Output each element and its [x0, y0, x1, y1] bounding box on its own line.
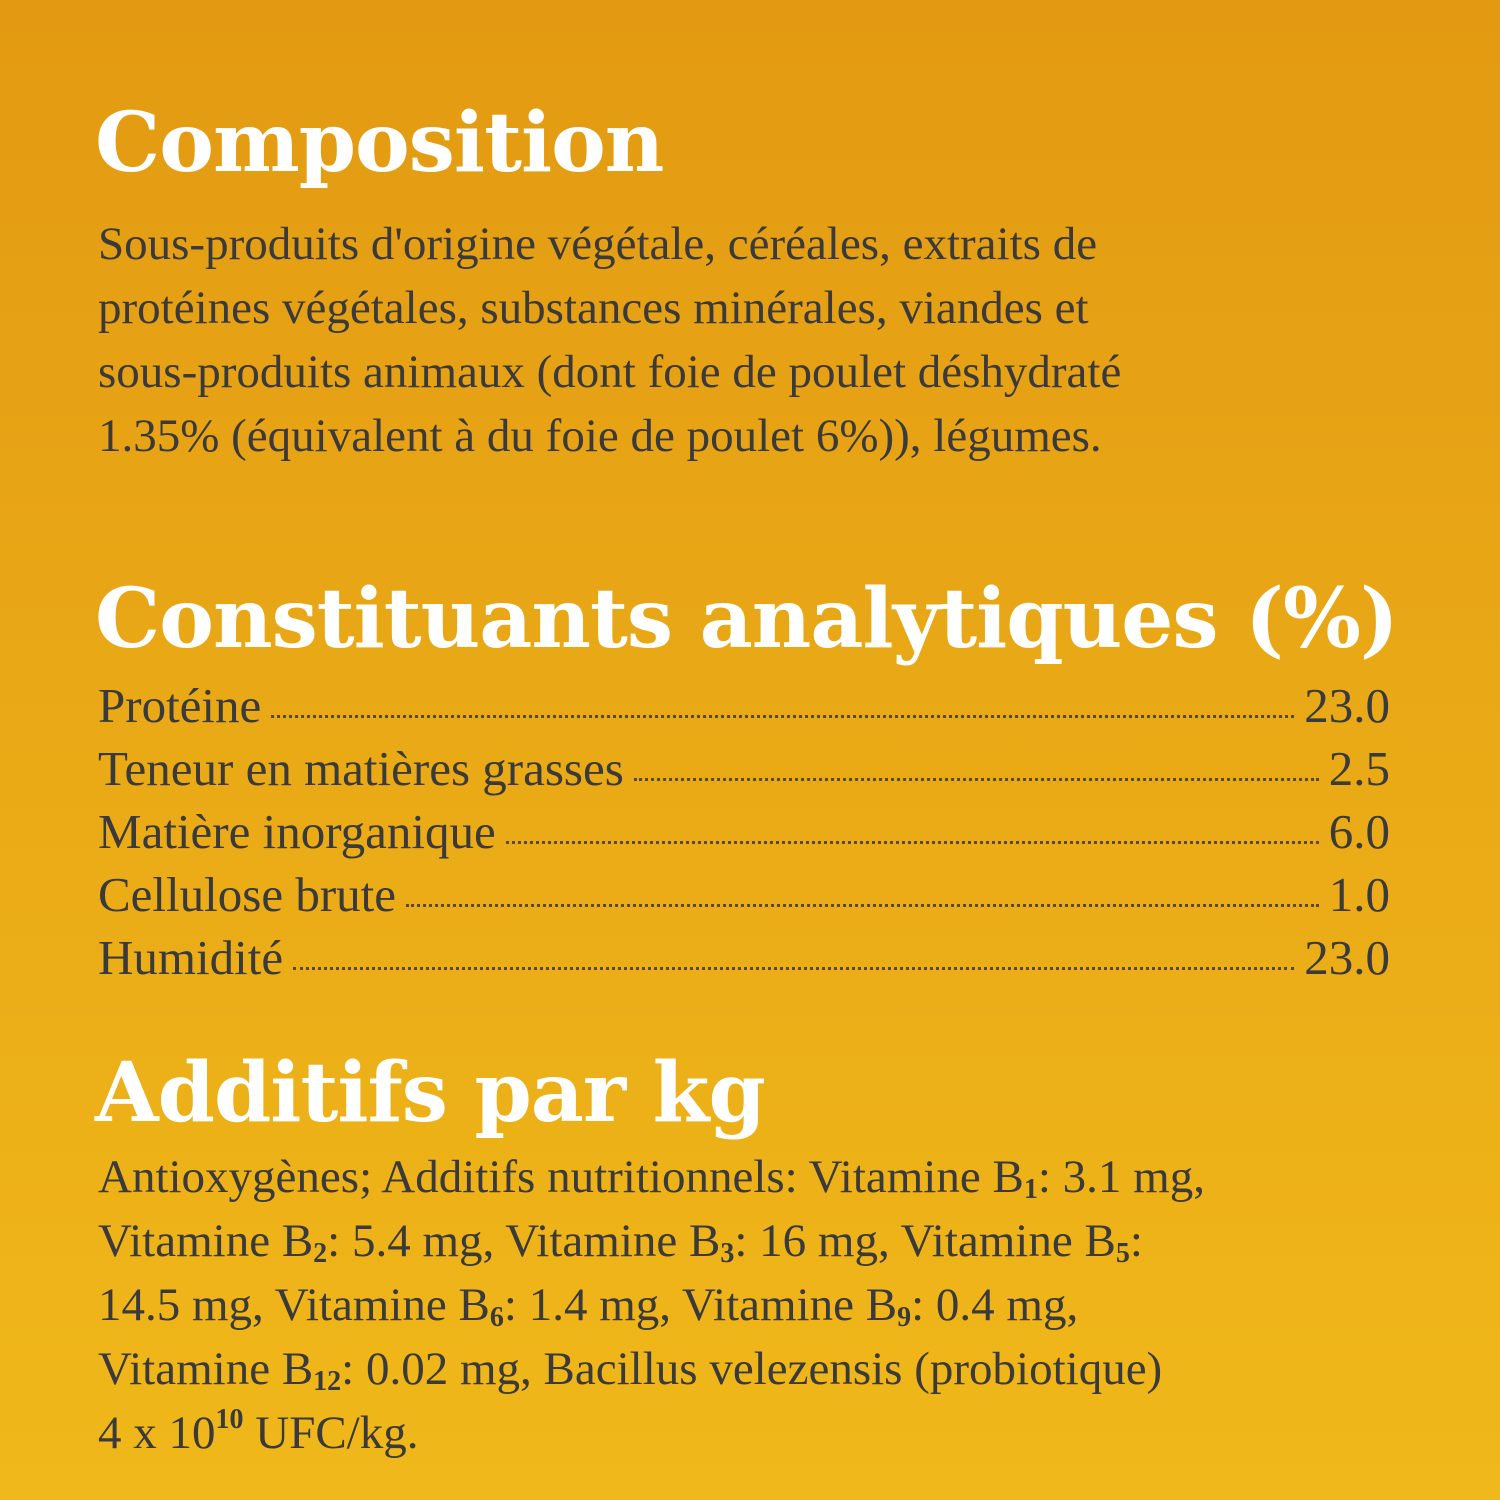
- constituant-value: 23.0: [1304, 930, 1390, 985]
- constituant-row-cellulose: [98, 863, 1390, 926]
- composition-line: 1.35% (équivalent à du foie de poulet 6%)), légumes.: [98, 410, 1102, 462]
- subscript: 12: [313, 1366, 342, 1397]
- additifs-text: [98, 1145, 1428, 1465]
- text-run: : 3.1 mg,: [1037, 1151, 1205, 1203]
- text-run: Vitamine B: [98, 1343, 314, 1395]
- additifs-line: [98, 1145, 1428, 1209]
- text-run: : 1.4 mg, Vitamine B: [503, 1279, 898, 1331]
- subscript: 9: [897, 1302, 912, 1333]
- subscript: 2: [313, 1238, 328, 1269]
- constituant-label: Matière inorganique: [98, 804, 496, 859]
- constituant-value: 6.0: [1328, 804, 1390, 859]
- composition-line: sous-produits animaux (dont foie de poulet déshydraté: [98, 346, 1122, 398]
- constituant-value: 23.0: [1304, 678, 1390, 733]
- subscript: 3: [720, 1238, 735, 1269]
- constituant-row-proteine: [98, 674, 1390, 737]
- text-run: 14.5 mg, Vitamine B: [98, 1279, 490, 1331]
- dot-leader: [634, 778, 1319, 781]
- text-run: : 16 mg, Vitamine B: [734, 1215, 1116, 1267]
- constituant-value: 1.0: [1328, 867, 1390, 922]
- constituant-value: 2.5: [1328, 741, 1390, 796]
- additifs-line: [98, 1209, 1428, 1273]
- constituant-label: Protéine: [98, 678, 262, 733]
- constituant-label: Teneur en matières grasses: [98, 741, 624, 796]
- composition-text: [98, 212, 1428, 468]
- constituant-row-humidite: [98, 926, 1390, 989]
- additifs-line: [98, 1401, 1428, 1465]
- composition-line: Sous-produits d'origine végétale, céréales, extraits de: [98, 218, 1098, 270]
- subscript: 1: [1023, 1174, 1038, 1205]
- constituants-heading: Constituants analytiques (%): [95, 571, 1398, 667]
- dot-leader: [271, 715, 1294, 718]
- additifs-heading: Additifs par kg: [95, 1045, 765, 1141]
- text-run: :: [1129, 1215, 1143, 1267]
- composition-heading: Composition: [95, 95, 664, 191]
- text-run: : 5.4 mg, Vitamine B: [327, 1215, 721, 1267]
- dot-leader: [406, 904, 1319, 907]
- superscript: 10: [215, 1404, 244, 1435]
- constituants-table: [98, 674, 1390, 989]
- constituant-row-matieres-grasses: [98, 737, 1390, 800]
- text-run: 4 x 10: [98, 1407, 216, 1459]
- additifs-line: [98, 1337, 1428, 1401]
- constituant-label: Humidité: [98, 930, 284, 985]
- text-run: : 0.02 mg, Bacillus velezensis (probiotique): [341, 1343, 1163, 1395]
- text-run: Vitamine B: [98, 1215, 314, 1267]
- subscript: 5: [1115, 1238, 1130, 1269]
- composition-line: protéines végétales, substances minérales, viandes et: [98, 282, 1089, 334]
- constituant-row-matiere-inorganique: [98, 800, 1390, 863]
- text-run: UFC/kg.: [243, 1407, 419, 1459]
- dot-leader: [506, 841, 1319, 844]
- text-run: : 0.4 mg,: [911, 1279, 1079, 1331]
- subscript: 6: [489, 1302, 504, 1333]
- constituant-label: Cellulose brute: [98, 867, 397, 922]
- dot-leader: [293, 967, 1294, 970]
- text-run: Antioxygènes; Additifs nutritionnels: Vitamine B: [98, 1151, 1024, 1203]
- additifs-line: [98, 1273, 1428, 1337]
